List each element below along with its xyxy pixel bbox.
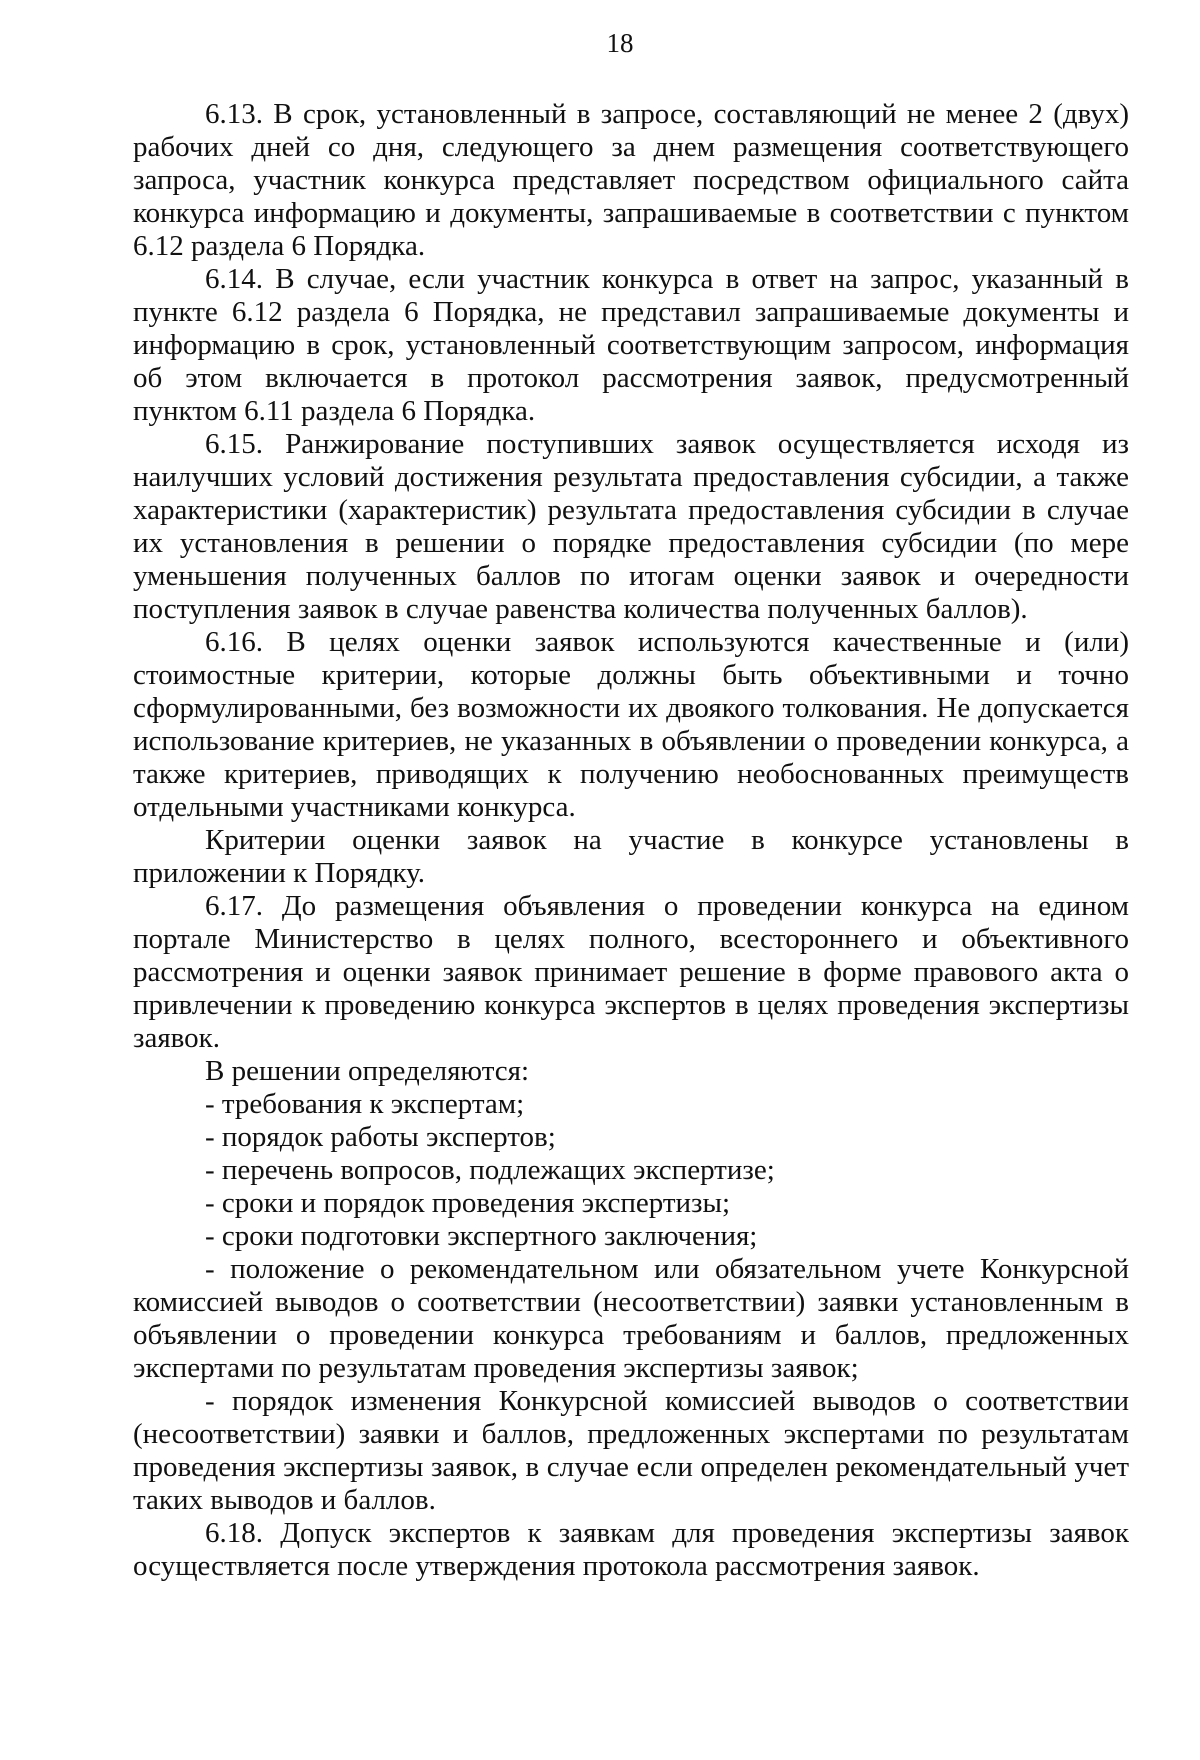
paragraph-6-16: 6.16. В целях оценки заявок используются качественные и (или) стоимостные критерии, которые должны быть объективными и точно сформулированными, без возможности их двоякого толкования. Не допускается использование критериев, не указанных в объявлении о проведении конкурса, а также критериев, приводящих к получению необоснованных преимуществ отдельными участниками конкурса. xyxy=(133,626,1129,823)
list-item: - порядок работы экспертов; xyxy=(205,1121,556,1153)
list-item: - перечень вопросов, подлежащих экспертизе; xyxy=(205,1154,775,1186)
page-number: 18 xyxy=(606,28,634,58)
list-item: - порядок изменения Конкурсной комиссией выводов о соответствии (несоответствии) заявки и баллов, предложенных экспертами по результатам проведения экспертизы заявок, в случае если определен рекомендательный учет таких выводов и баллов. xyxy=(133,1385,1129,1516)
paragraph-decision-intro: В решении определяются: xyxy=(205,1055,529,1087)
list-item: - требования к экспертам; xyxy=(205,1088,525,1120)
paragraph-criteria: Критерии оценки заявок на участие в конкурсе установлены в приложении к Порядку. xyxy=(133,824,1129,889)
paragraph-6-18: 6.18. Допуск экспертов к заявкам для проведения экспертизы заявок осуществляется после утверждения протокола рассмотрения заявок. xyxy=(133,1517,1129,1582)
paragraph-6-13: 6.13. В срок, установленный в запросе, составляющий не менее 2 (двух) рабочих дней со дня, следующего за днем размещения соответствующего запроса, участник конкурса представляет посредством официального сайта конкурса информацию и документы, запрашиваемые в соответствии с пунктом 6.12 раздела 6 Порядка. xyxy=(133,98,1129,262)
list-item: - сроки подготовки экспертного заключения; xyxy=(205,1220,758,1252)
list-item: - сроки и порядок проведения экспертизы; xyxy=(205,1187,731,1219)
paragraph-6-14: 6.14. В случае, если участник конкурса в ответ на запрос, указанный в пункте 6.12 раздела 6 Порядка, не представил запрашиваемые документы и информацию в срок, установленный соответствующим запросом, информация об этом включается в протокол рассмотрения заявок, предусмотренный пунктом 6.11 раздела 6 Порядка. xyxy=(133,263,1129,427)
paragraph-6-15: 6.15. Ранжирование поступивших заявок осуществляется исходя из наилучших условий достижения результата предоставления субсидии, а также характеристики (характеристик) результата предоставления субсидии в случае их установления в решении о порядке предоставления субсидии (по мере уменьшения полученных баллов по итогам оценки заявок и очередности поступления заявок в случае равенства количества полученных баллов). xyxy=(133,428,1129,625)
paragraph-6-17: 6.17. До размещения объявления о проведении конкурса на едином портале Министерство в целях полного, всестороннего и объективного рассмотрения и оценки заявок принимает решение в форме правового акта о привлечении к проведению конкурса экспертов в целях проведения экспертизы заявок. xyxy=(133,890,1129,1054)
document-body xyxy=(133,98,1129,1583)
list-item: - положение о рекомендательном или обязательном учете Конкурсной комиссией выводов о соответствии (несоответствии) заявки установленным в объявлении о проведении конкурса требованиям и баллов, предложенных экспертами по результатам проведения экспертизы заявок; xyxy=(133,1253,1129,1384)
